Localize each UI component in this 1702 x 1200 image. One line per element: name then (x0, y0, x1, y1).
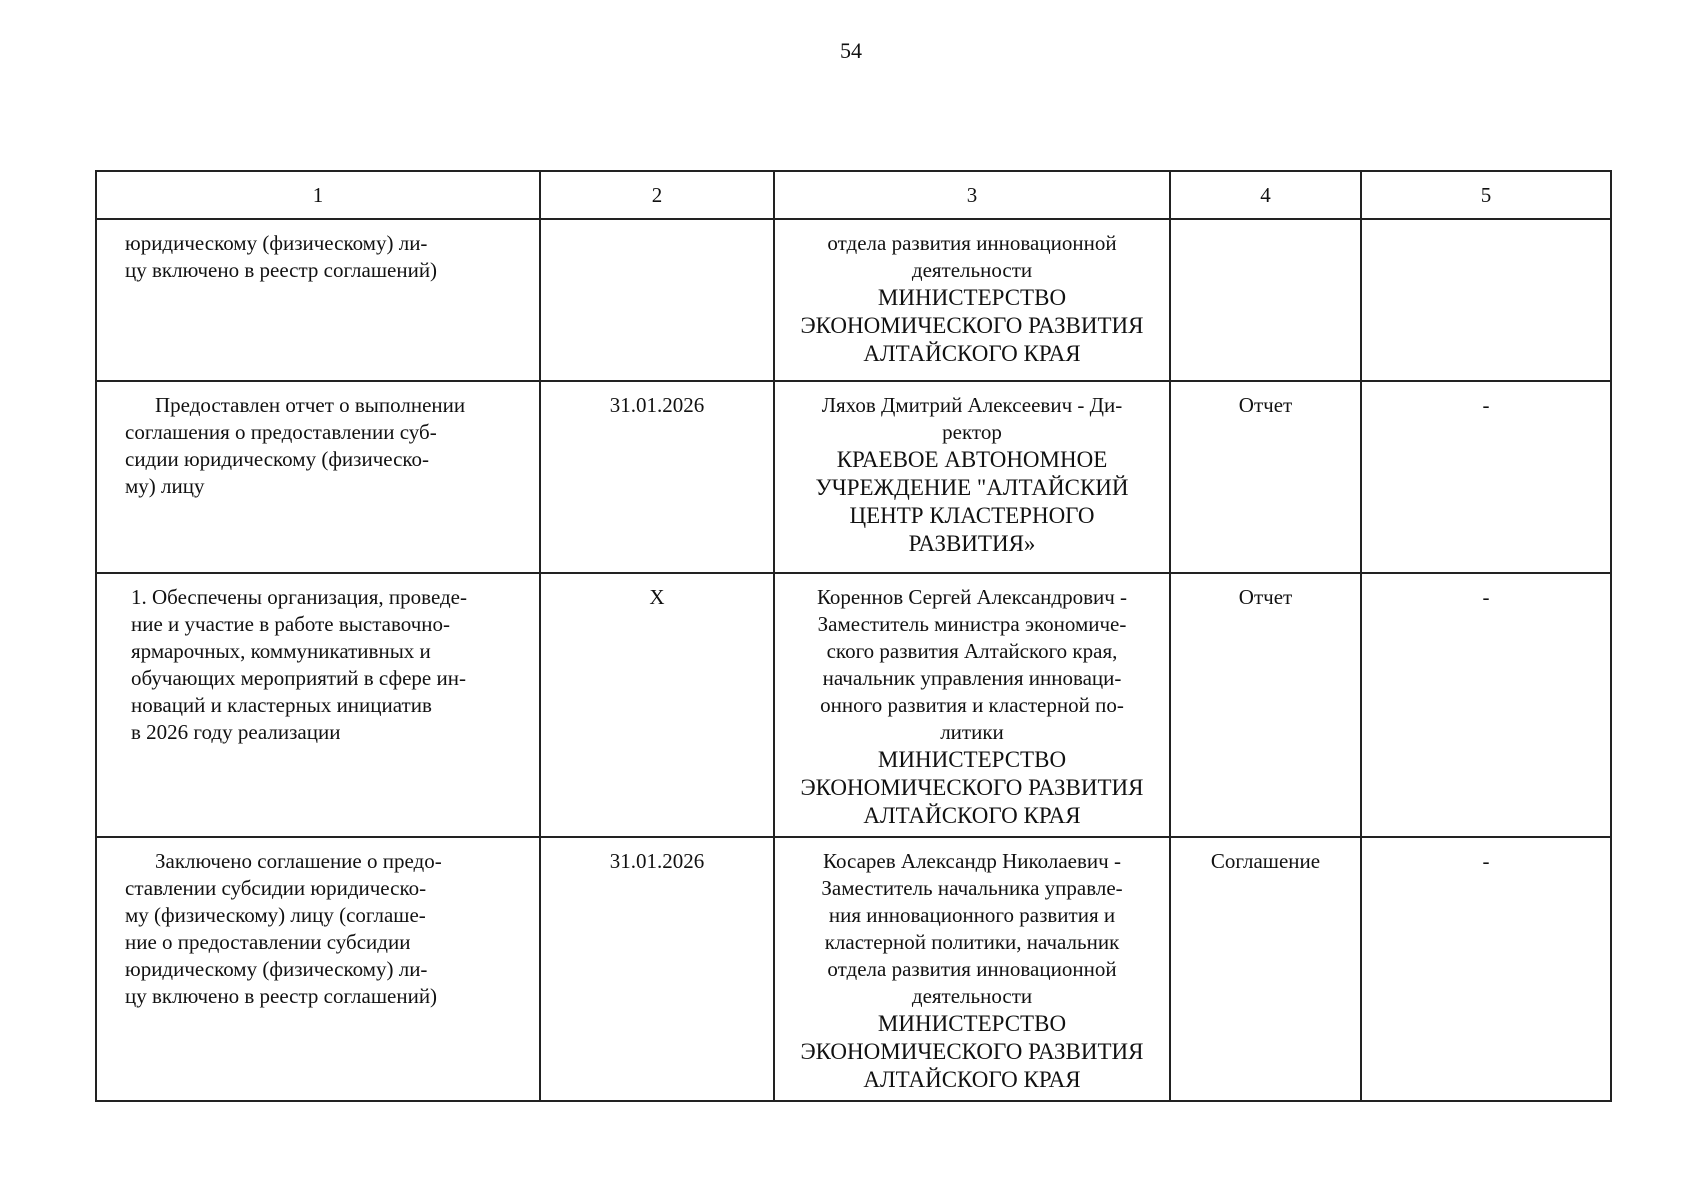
deadline-cell (540, 219, 774, 381)
header-col-4: 4 (1170, 171, 1361, 219)
responsible-person: Ляхов Дмитрий Алексеевич - Ди- ректор (821, 393, 1123, 444)
event-description (96, 837, 540, 1101)
header-col-3: 3 (774, 171, 1170, 219)
header-row (96, 171, 1611, 219)
deadline-cell: 31.01.2026 (540, 837, 774, 1101)
responsible-cell (774, 219, 1170, 381)
responsible-person: Косарев Александр Николаевич - Заместитель начальника управле- ния инновационного развития и кластерной политики, начальник отдела развития инновационной деятельности (821, 849, 1123, 1008)
header-col-5: 5 (1361, 171, 1611, 219)
document-type-cell: Соглашение (1170, 837, 1361, 1101)
responsible-cell (774, 381, 1170, 573)
responsible-cell (774, 573, 1170, 837)
document-table (95, 170, 1612, 1102)
event-description (96, 381, 540, 573)
responsible-cell (774, 837, 1170, 1101)
responsible-organization: МИНИСТЕРСТВО ЭКОНОМИЧЕСКОГО РАЗВИТИЯ АЛТАЙСКОГО КРАЯ (800, 1011, 1144, 1092)
event-text: Предоставлен отчет о выполнении соглашения о предоставлении суб- сидии юридическому (физическо- му) лицу (125, 393, 466, 498)
event-text: 1. Обеспечены организация, проведе- ние и участие в работе выставочно- ярмарочных, коммуникативных и обучающих мероприятий в сфере ин- новаций и кластерных инициатив в 2026 году реализации (131, 585, 467, 744)
table-row (96, 837, 1611, 1101)
header-col-2: 2 (540, 171, 774, 219)
info-system-cell (1361, 219, 1611, 381)
info-system-cell: - (1361, 381, 1611, 573)
event-text: Заключено соглашение о предо- ставлении субсидии юридическо- му (физическому) лицу (соглаше- ние о предоставлении субсидии юридическому (физическому) ли- цу включено в реестр соглашений) (125, 849, 442, 1008)
table-row (96, 573, 1611, 837)
table-row (96, 219, 1611, 381)
deadline-cell: 31.01.2026 (540, 381, 774, 573)
event-description (96, 573, 540, 837)
deadline-cell: X (540, 573, 774, 837)
page-number: 54 (840, 38, 862, 63)
info-system-cell: - (1361, 837, 1611, 1101)
document-type-cell: Отчет (1170, 573, 1361, 837)
document-type-cell (1170, 219, 1361, 381)
responsible-person: Кореннов Сергей Александрович - Заместитель министра экономиче- ского развития Алтайского края, начальник управления инноваци- онного развития и кластерной по- литики (816, 585, 1128, 744)
responsible-person: отдела развития инновационной деятельности (827, 231, 1117, 282)
info-system-cell: - (1361, 573, 1611, 837)
table-row (96, 381, 1611, 573)
header-col-1: 1 (96, 171, 540, 219)
event-description (96, 219, 540, 381)
responsible-organization: МИНИСТЕРСТВО ЭКОНОМИЧЕСКОГО РАЗВИТИЯ АЛТАЙСКОГО КРАЯ (800, 747, 1144, 828)
responsible-organization: КРАЕВОЕ АВТОНОМНОЕ УЧРЕЖДЕНИЕ "АЛТАЙСКИЙ ЦЕНТР КЛАСТЕРНОГО РАЗВИТИЯ» (815, 447, 1129, 556)
responsible-organization: МИНИСТЕРСТВО ЭКОНОМИЧЕСКОГО РАЗВИТИЯ АЛТАЙСКОГО КРАЯ (800, 285, 1144, 366)
document-type-cell: Отчет (1170, 381, 1361, 573)
event-text: юридическому (физическому) ли- цу включено в реестр соглашений) (125, 231, 438, 282)
